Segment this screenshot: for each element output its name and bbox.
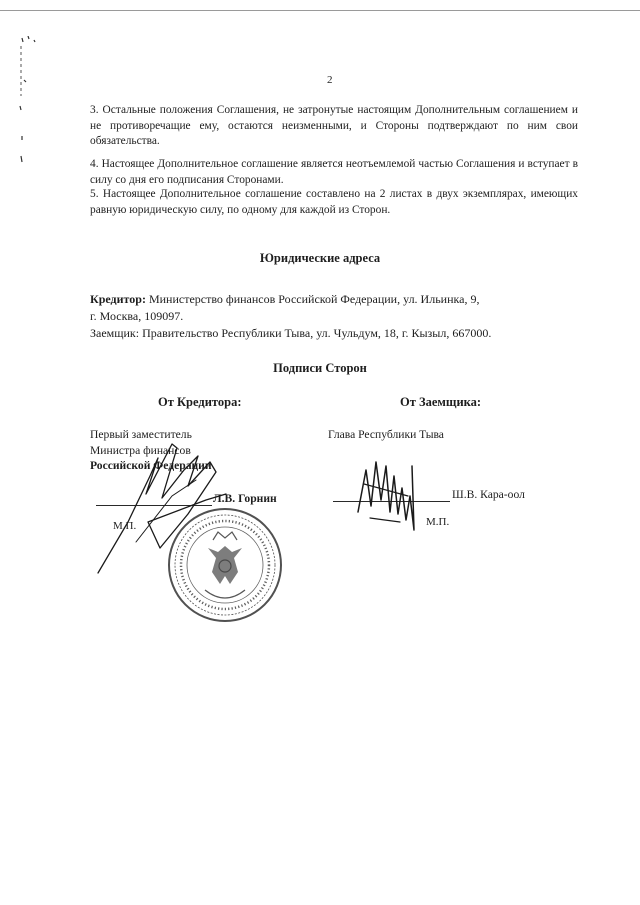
creditor-signatory-title: [90, 427, 212, 474]
page-number: 2: [327, 74, 333, 86]
borrower-signature-line: [333, 501, 450, 502]
borrower-title-line1: Глава Республики Тыва: [328, 428, 444, 441]
borrower-address-text: Правительство Республики Тыва, ул. Чульдум, 18, г. Кызыл, 667000.: [142, 326, 492, 340]
borrower-signatory-title: [328, 427, 444, 443]
creditor-address-line2: г. Москва, 109097.: [90, 309, 184, 323]
creditor-address-line1: Министерство финансов Российской Федерации, ул. Ильинка, 9,: [148, 292, 480, 306]
scan-margin-marks: [6, 36, 46, 186]
legal-addresses-heading: Юридические адреса: [259, 251, 381, 265]
creditor-title-line2: Министра финансов: [90, 443, 191, 457]
creditor-signature-line: [96, 505, 212, 506]
clause-3: 3. Остальные положения Соглашения, не затронутые настоящим Дополнительным соглашением и не противоречащие ему, остаются неизменными, и Стороны подтверждают по ним свои обязательства.: [90, 104, 578, 147]
creditor-title-line1: Первый заместитель: [90, 428, 192, 441]
creditor-title-line3: Российской Федерации: [90, 459, 212, 472]
creditor-address: [90, 291, 578, 325]
borrower-seal-mark: М.П.: [426, 516, 450, 528]
scan-edge-line: [0, 10, 640, 11]
creditor-address-label: Кредитор:: [90, 292, 146, 306]
clause-5: 5. Настоящее Дополнительное соглашение составлено на 2 листах в двух экземплярах, имеющих равную юридическую силу, по одному для каждой из Сторон.: [90, 188, 578, 216]
clause-4: 4. Настоящее Дополнительное соглашение является неотъемлемой частью Соглашения и вступает в силу со дня его подписания Сторонами.: [90, 158, 578, 186]
borrower-signatory-name: Ш.В. Кара-оол: [452, 488, 525, 501]
borrower-address: [90, 325, 578, 342]
borrower-address-label: Заемщик:: [90, 326, 140, 340]
official-seal-stamp: [169, 509, 281, 621]
creditor-party-heading: От Кредитора:: [158, 395, 242, 409]
creditor-signatory-name: Л.В. Горнин: [213, 492, 277, 505]
signatures-heading: Подписи Сторон: [273, 361, 367, 375]
creditor-seal-mark: М.П.: [113, 520, 137, 532]
borrower-signature: [358, 462, 414, 530]
borrower-party-heading: От Заемщика:: [400, 395, 482, 409]
